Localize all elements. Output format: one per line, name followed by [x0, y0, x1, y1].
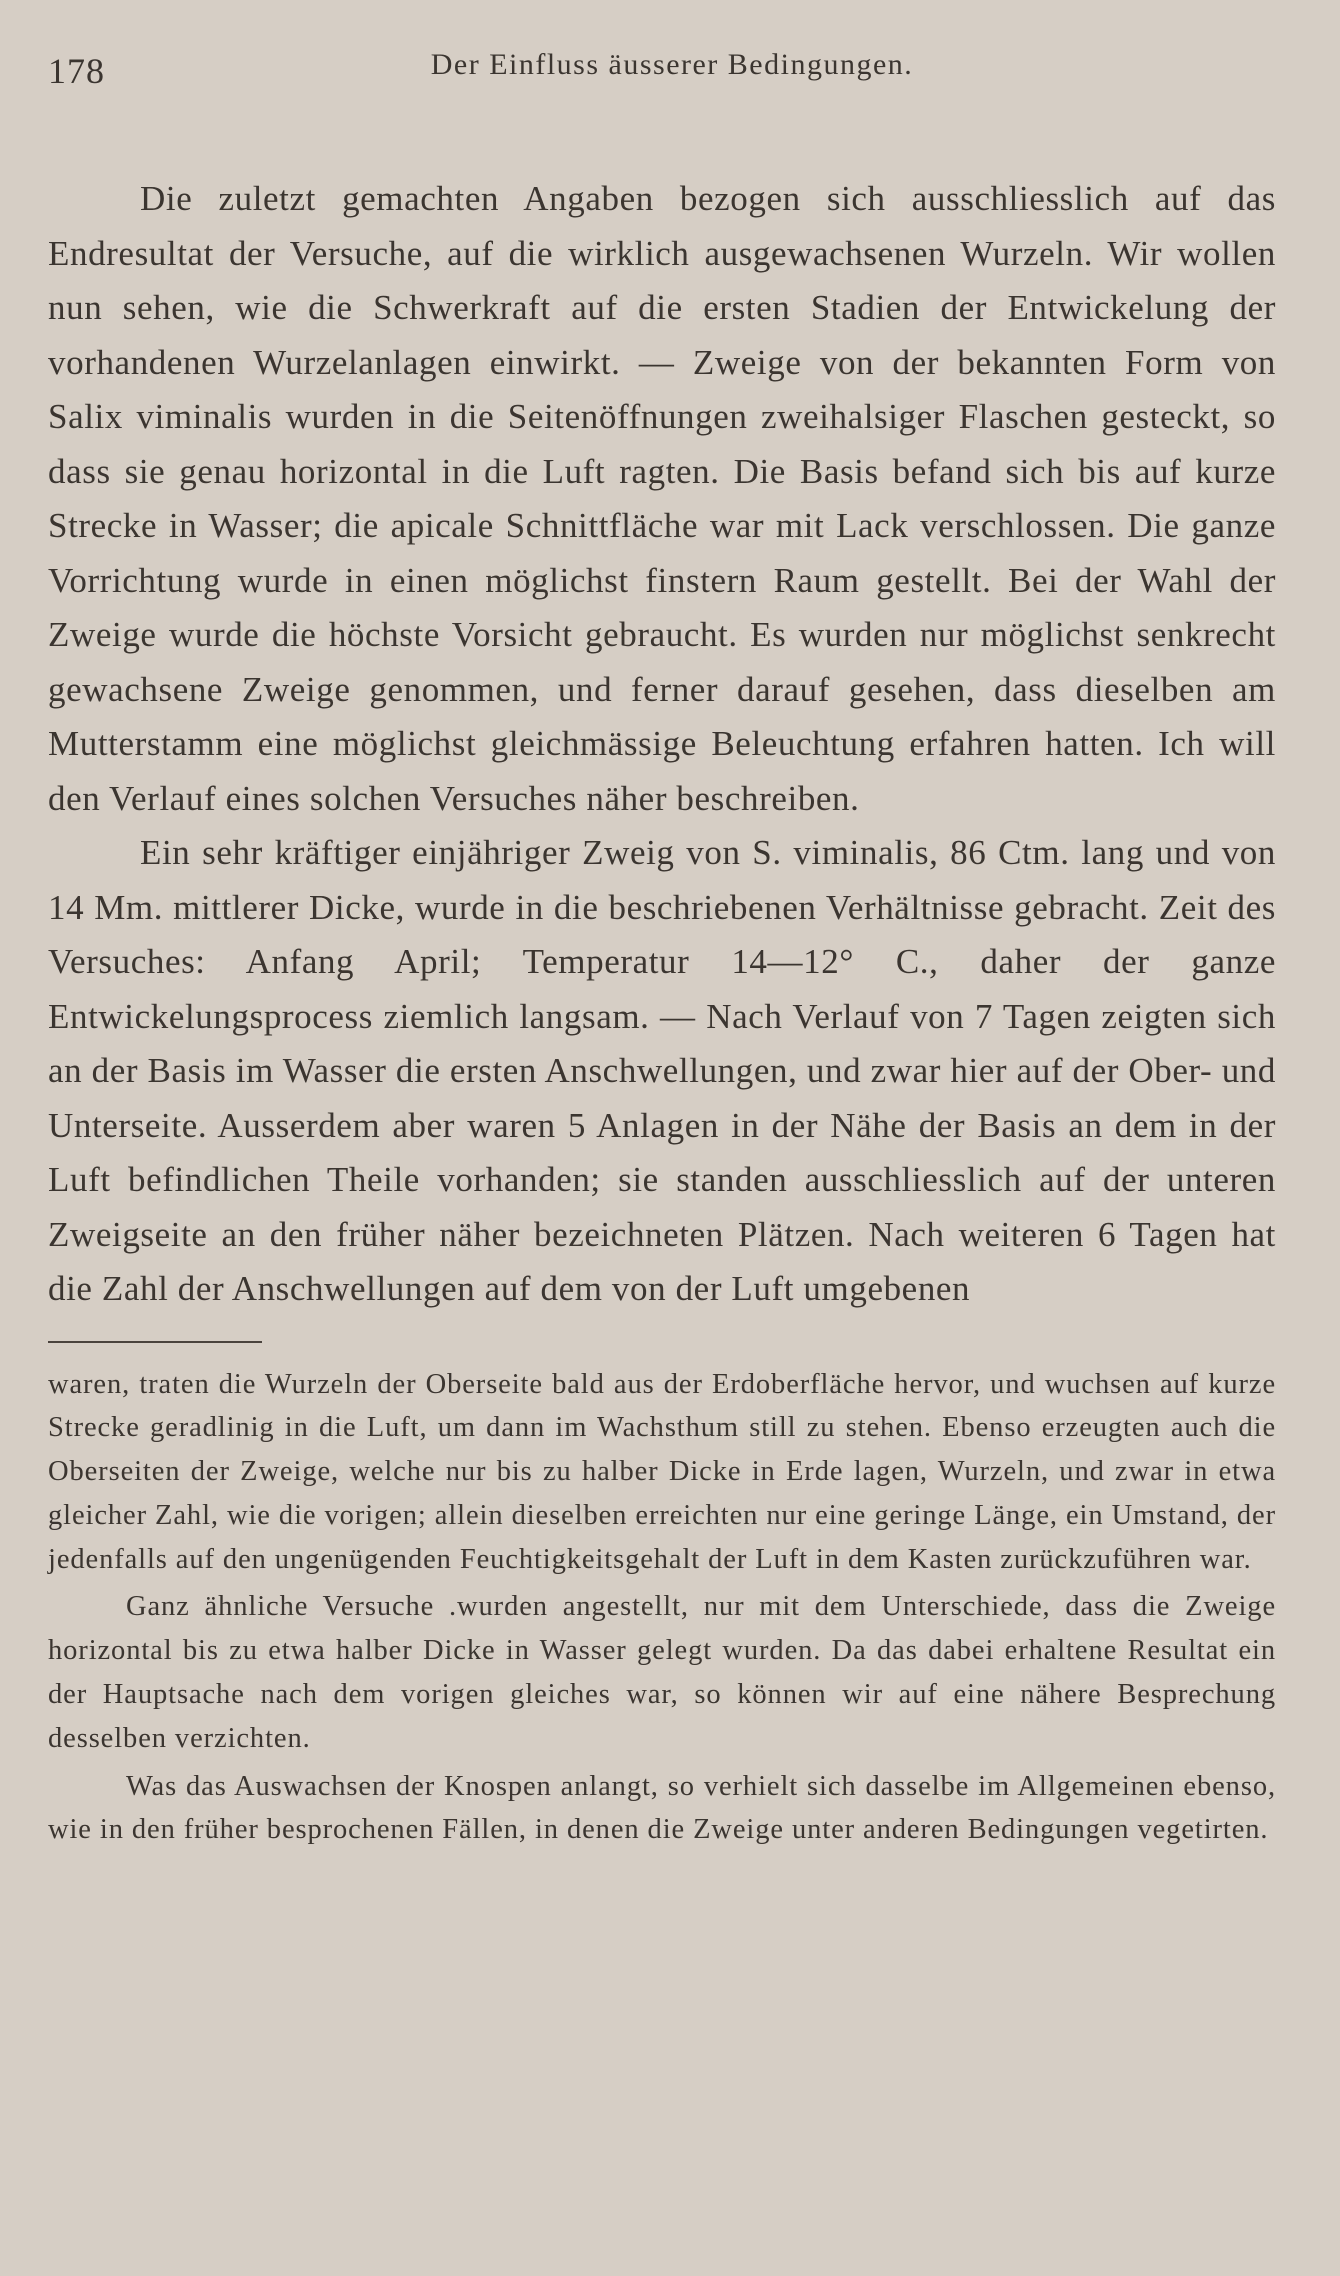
body-paragraph-2: Ein sehr kräftiger einjähriger Zweig von S. viminalis, 86 Ctm. lang und von 14 Mm. mittlerer Dicke, wurde in die beschriebenen Verhältnisse gebracht. Zeit des Versuches: Anfang April; Temperatur 14—12° C., daher der ganze Entwickelungsprocess ziemlich langsam. — Nach Verlauf von 7 Tagen zeigten sich an der Basis im Wasser die ersten Anschwellungen, und zwar hier auf der Ober- und Unterseite. Ausserdem aber waren 5 Anlagen in der Nähe der Basis an dem in der Luft befindlichen Theile vorhanden; sie standen ausschliesslich auf der unteren Zweigseite an den früher näher bezeichneten Plätzen. Nach weiteren 6 Tagen hat die Zahl der Anschwellungen auf dem von der Luft umgebenen [48, 833, 1276, 1308]
page-number: 178 [48, 51, 105, 91]
main-text [48, 172, 1276, 1317]
footnote-paragraph-3: Was das Auswachsen der Knospen anlangt, so verhielt sich dasselbe im Allgemeinen ebenso, wie in den früher besprochenen Fällen, in denen die Zweige unter anderen Bedingungen vegetirten. [48, 1770, 1276, 1846]
footnote-block [48, 1363, 1276, 1853]
body-paragraph-1: Die zuletzt gemachten Angaben bezogen sich ausschliesslich auf das Endresultat der Versuche, auf die wirklich ausgewachsenen Wurzeln. Wir wollen nun sehen, wie die Schwerkraft auf die ersten Stadien der Entwickelung der vorhandenen Wurzelanlagen einwirkt. — Zweige von der bekannten Form von Salix viminalis wurden in die Seitenöffnungen zweihalsiger Flaschen gesteckt, so dass sie genau horizontal in die Luft ragten. Die Basis befand sich bis auf kurze Strecke in Wasser; die apicale Schnittfläche war mit Lack verschlossen. Die ganze Vorrichtung wurde in einen möglichst finstern Raum gestellt. Bei der Wahl der Zweige wurde die höchste Vorsicht gebraucht. Es wurden nur möglichst senkrecht gewachsene Zweige genommen, und ferner darauf gesehen, dass dieselben am Mutterstamm eine möglichst gleichmässige Beleuchtung erfahren hatten. Ich will den Verlauf eines solchen Versuches näher beschreiben. [48, 179, 1276, 818]
footnote-divider [48, 1341, 262, 1343]
running-title: Der Einfluss äusserer Bedingungen. [430, 48, 914, 81]
footnote-paragraph-2: Ganz ähnliche Versuche .wurden angestellt, nur mit dem Unterschiede, dass die Zweige horizontal bis zu etwa halber Dicke in Wasser gelegt wurden. Da das dabei erhaltene Resultat ein der Hauptsache nach dem vorigen gleiches war, so können wir auf eine nähere Besprechung desselben verzichten. [48, 1591, 1276, 1754]
page-header [48, 40, 1276, 100]
footnote-paragraph-1: waren, traten die Wurzeln der Oberseite bald aus der Erdoberfläche hervor, und wuchsen auf kurze Strecke geradlinig in die Luft, um dann im Wachsthum still zu stehen. Ebenso erzeugten auch die Oberseiten der Zweige, welche nur bis zu halber Dicke in Erde lagen, Wurzeln, und zwar in etwa gleicher Zahl, wie die vorigen; allein dieselben erreichten nur eine geringe Länge, ein Umstand, der jedenfalls auf den ungenügenden Feuchtigkeitsgehalt der Luft in dem Kasten zurückzuführen war. [48, 1368, 1276, 1575]
